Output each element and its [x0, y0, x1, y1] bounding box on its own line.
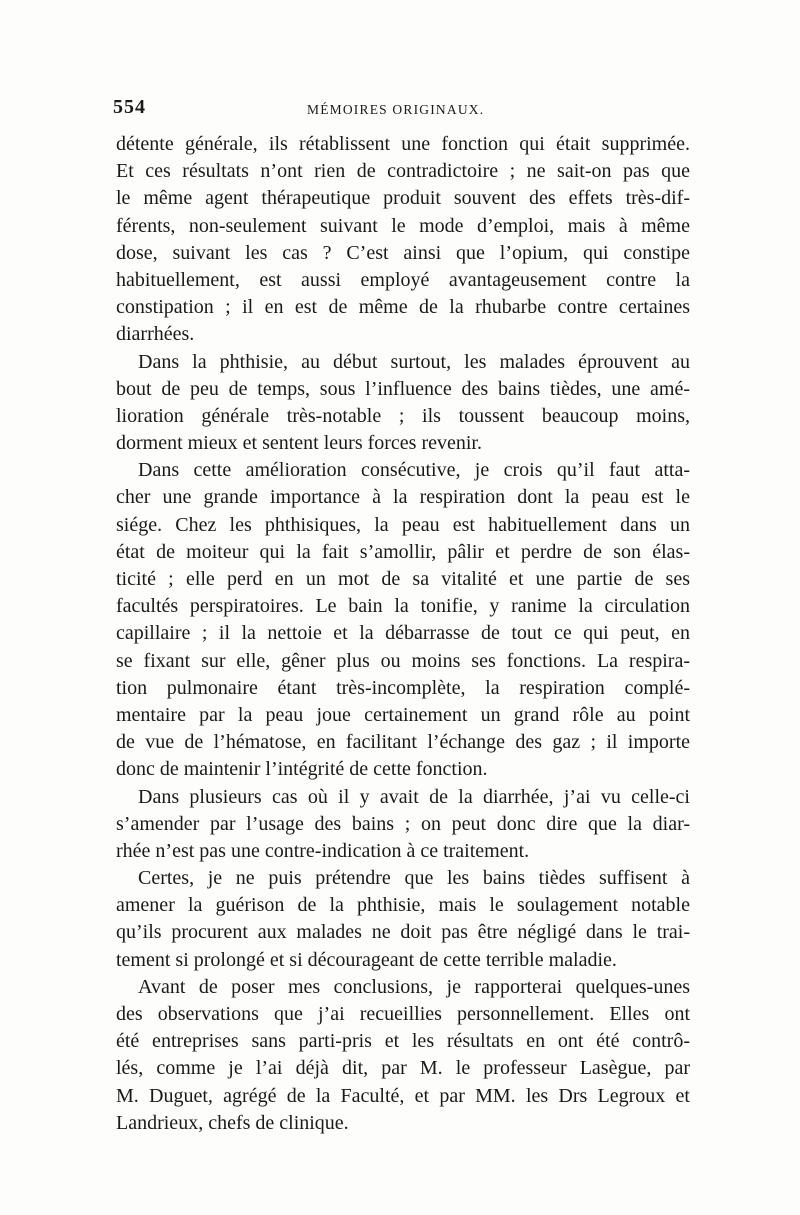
- text-line: mentaire par la peau joue certainement un grand rôle au point: [116, 703, 690, 726]
- text-line: férents, non-seulement suivant le mode d’emploi, mais à même: [116, 214, 690, 237]
- text-line: constipation ; il en est de même de la rhubarbe contre certaines: [116, 296, 690, 319]
- text-line: tement si prolongé et si décourageant de cette terrible maladie.: [116, 948, 617, 971]
- text-line: se fixant sur elle, gêner plus ou moins ses fonctions. La respira-: [116, 649, 690, 672]
- text-line: état de moiteur qui la fait s’amollir, pâlir et perdre de son élas-: [116, 540, 690, 563]
- text-line: dorment mieux et sentent leurs forces revenir.: [116, 432, 482, 455]
- text-line: habituellement, est aussi employé avantageusement contre la: [116, 268, 690, 291]
- text-line: tion pulmonaire étant très-incomplète, la respiration complé-: [116, 676, 690, 699]
- text-line: siége. Chez les phthisiques, la peau est habituellement dans un: [116, 513, 690, 536]
- text-line: amener la guérison de la phthisie, mais le soulagement notable: [116, 894, 690, 917]
- text-line: Et ces résultats n’ont rien de contradictoire ; ne sait-on pas que: [116, 160, 690, 183]
- text-line: qu’ils procurent aux malades ne doit pas être négligé dans le trai-: [116, 921, 690, 944]
- text-line: détente générale, ils rétablissent une fonction qui était supprimée.: [116, 133, 690, 155]
- page-header: [113, 96, 697, 120]
- text-line: facultés perspiratoires. Le bain la tonifie, y ranime la circulation: [116, 595, 690, 618]
- text-line: cher une grande importance à la respiration dont la peau est le: [116, 486, 690, 509]
- text-line: lioration générale très-notable ; ils toussent beaucoup moins,: [116, 404, 690, 427]
- text-line: capillaire ; il la nettoie et la débarrasse de tout ce qui peut, en: [116, 622, 690, 645]
- text-line: Dans plusieurs cas où il y avait de la diarrhée, j’ai vu celle-ci: [138, 785, 690, 808]
- text-line: Dans cette amélioration consécutive, je crois qu’il faut atta-: [138, 459, 690, 482]
- text-line: bout de peu de temps, sous l’influence des bains tièdes, une amé-: [116, 377, 690, 400]
- text-line: été entreprises sans parti-pris et les résultats en ont été contrô-: [116, 1030, 690, 1053]
- text-line: s’amender par l’usage des bains ; on peut donc dire que la diar-: [116, 812, 690, 835]
- page-number: 554: [113, 96, 146, 118]
- text-line: lés, comme je l’ai déjà dit, par M. le professeur Lasègue, par: [116, 1057, 690, 1080]
- text-line: diarrhées.: [116, 323, 195, 346]
- text-line: le même agent thérapeutique produit souvent des effets très-dif-: [116, 187, 690, 210]
- text-line: de vue de l’hématose, en facilitant l’échange des gaz ; il importe: [116, 731, 690, 754]
- text-line: M. Duguet, agrégé de la Faculté, et par MM. les Drs Legroux et: [116, 1084, 690, 1107]
- text-line: donc de maintenir l’intégrité de cette fonction.: [116, 758, 488, 781]
- text-line: dose, suivant les cas ? C’est ainsi que l’opium, qui constipe: [116, 241, 690, 264]
- text-line: Certes, je ne puis prétendre que les bains tièdes suffisent à: [138, 867, 690, 890]
- body-text: [116, 131, 690, 1137]
- text-line: ticité ; elle perd en un mot de sa vitalité et une partie de ses: [116, 568, 690, 590]
- text-line: Dans la phthisie, au début surtout, les malades éprouvent au: [138, 350, 690, 373]
- text-line: Landrieux, chefs de clinique.: [116, 1111, 349, 1134]
- text-line: des observations que j’ai recueillies personnellement. Elles ont: [116, 1003, 690, 1025]
- text-line: Avant de poser mes conclusions, je rapporterai quelques-unes: [138, 975, 690, 998]
- running-title: MÉMOIRES ORIGINAUX.: [307, 102, 485, 117]
- text-line: rhée n’est pas une contre-indication à ce traitement.: [116, 839, 530, 862]
